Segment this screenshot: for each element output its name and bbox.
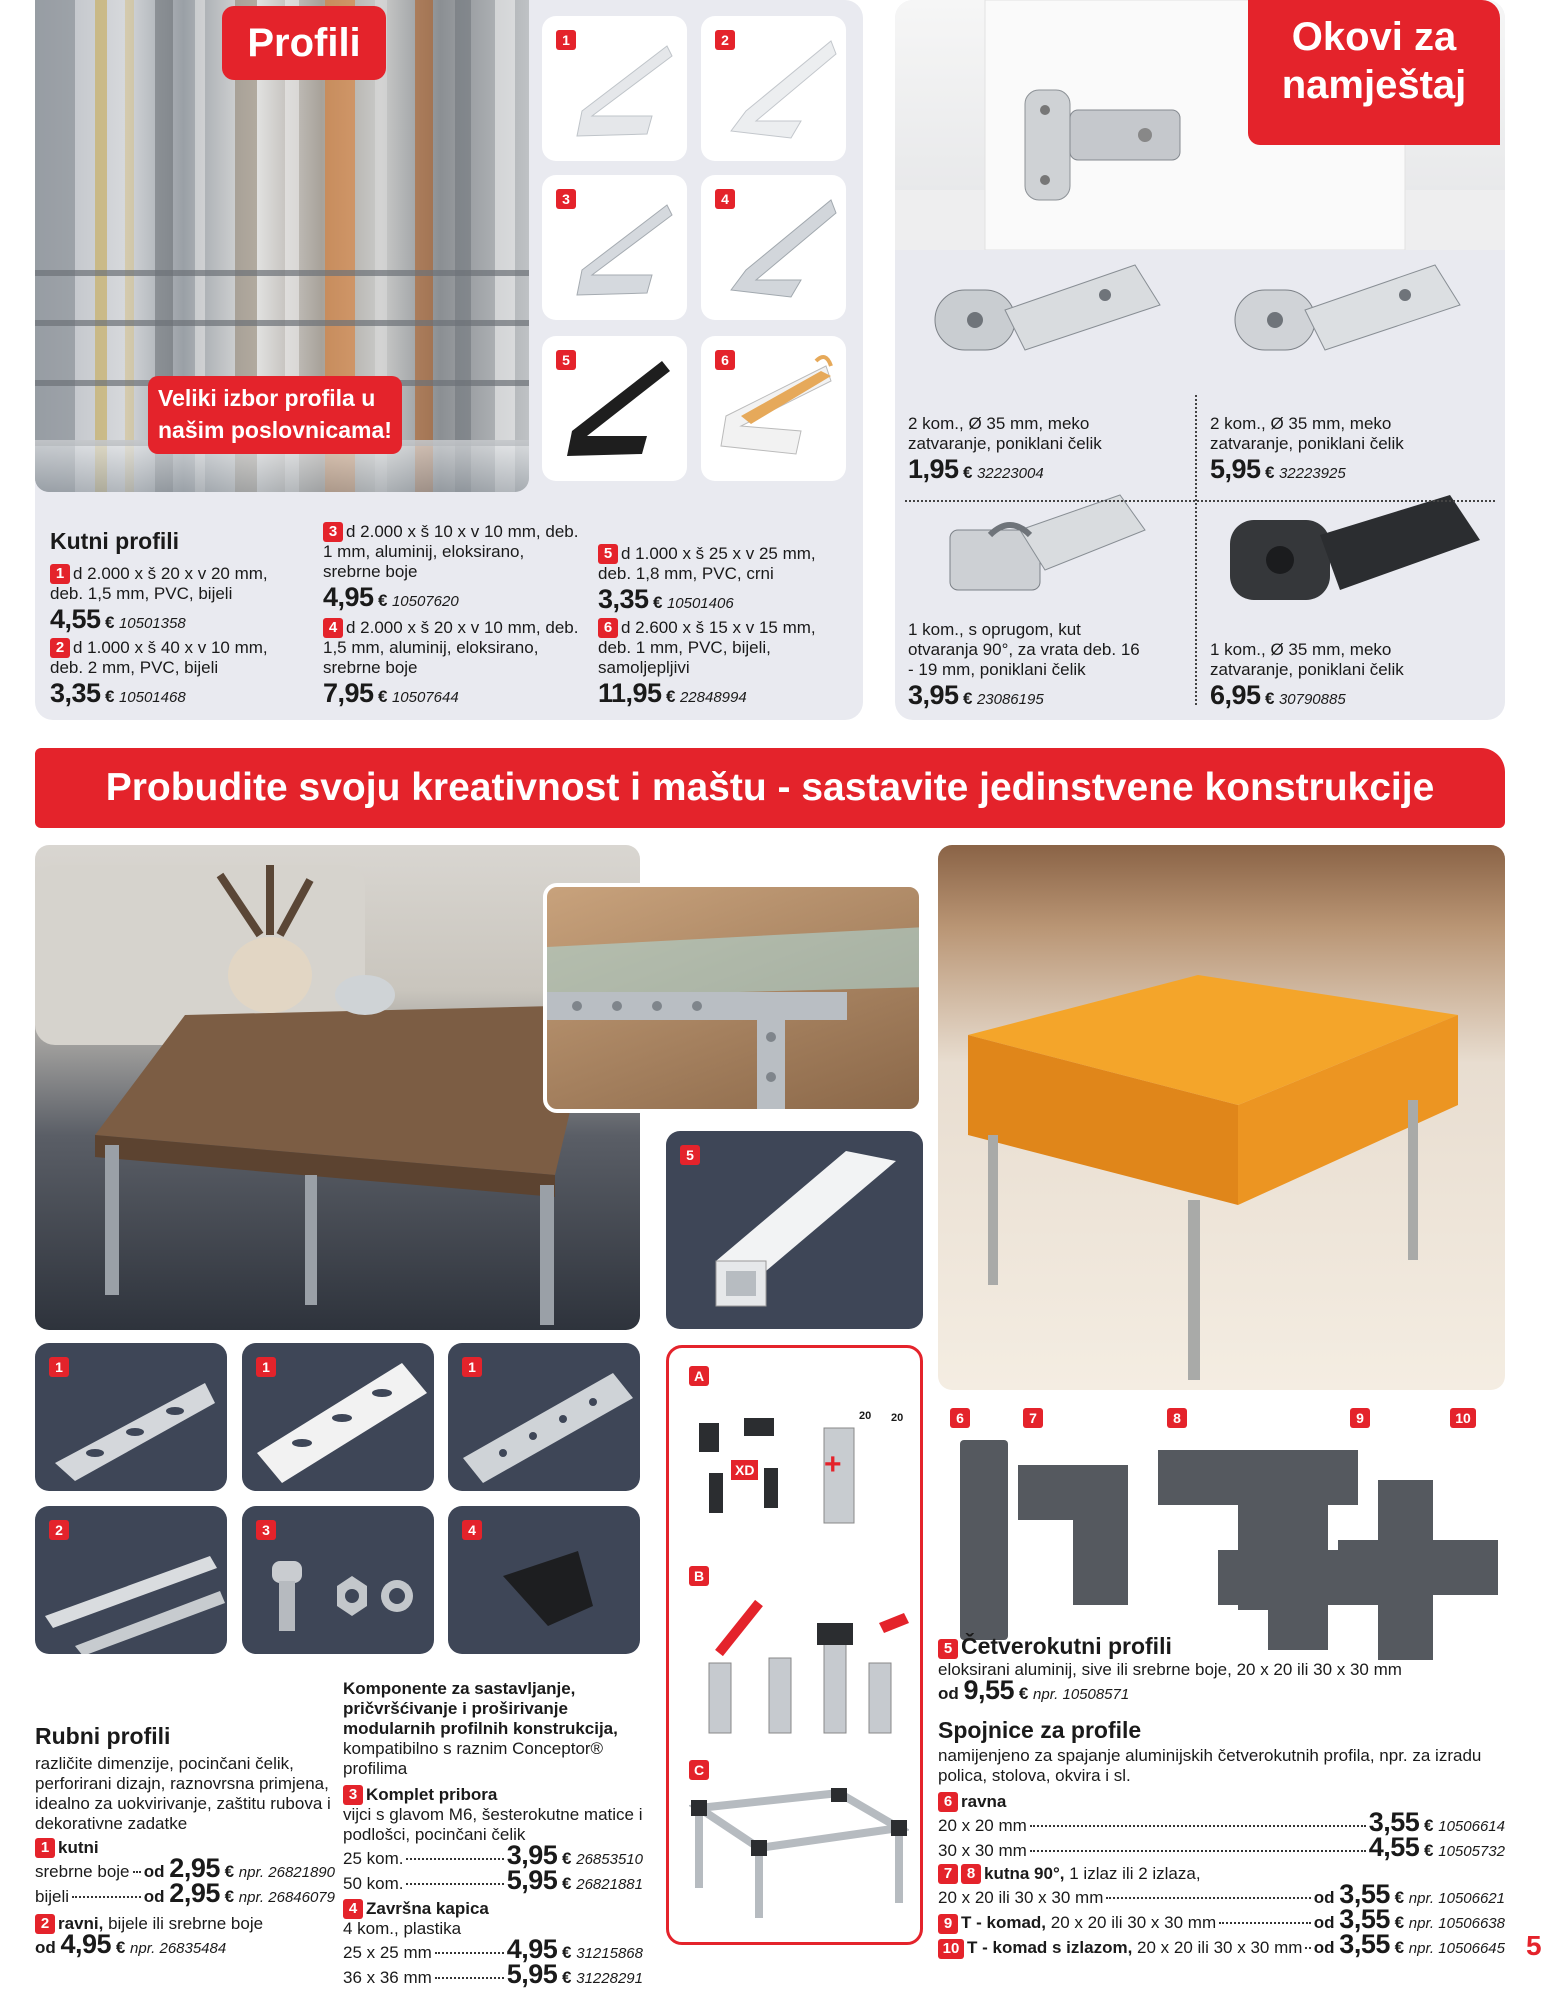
cetverokutni-price: 9,55 xyxy=(963,1675,1015,1705)
item-price: 7,95 xyxy=(323,678,374,708)
ravni-code: npr. 26835484 xyxy=(130,1940,227,1957)
price-prefix: od xyxy=(1313,1913,1335,1932)
item-desc: d 1.000 x š 40 x v 10 mm, deb. 2 mm, PVC, bijeli xyxy=(50,638,268,677)
currency: € xyxy=(666,687,676,706)
rubni-row-white xyxy=(35,1878,335,1908)
store-banner: Veliki izbor profila u našim poslovnicama! xyxy=(148,376,402,454)
kutni-item-1 xyxy=(50,564,290,635)
row-label: 36 x 36 mm xyxy=(343,1968,432,1987)
item-desc: 1 kom., s oprugom, kut otvaranja 90°, za vrata deb. 16 - 19 mm, poniklani čelik xyxy=(908,620,1140,679)
kutni-item-5 xyxy=(598,544,838,615)
row-label: 50 kom. xyxy=(343,1874,404,1893)
currency: € xyxy=(562,1943,572,1962)
item-number: 2 xyxy=(50,638,70,658)
tile-number: 3 xyxy=(256,1520,276,1540)
connector-number: 10 xyxy=(1450,1408,1476,1428)
square-tube-icon xyxy=(666,1131,923,1329)
item-number: 5 xyxy=(598,544,618,564)
currency: € xyxy=(963,689,973,708)
currency: € xyxy=(1424,1841,1434,1860)
currency: € xyxy=(378,687,388,706)
item-price: 6,95 xyxy=(1210,680,1261,710)
soft-close-hinge-icon xyxy=(905,250,1195,410)
item-number: 9 xyxy=(938,1914,958,1934)
profile-tile-4 xyxy=(701,175,846,320)
dim-label-2: 20 xyxy=(891,1412,904,1424)
spojnice-section xyxy=(938,1716,1505,1959)
item-code: 10507620 xyxy=(391,593,459,610)
row-code: npr. 26846079 xyxy=(238,1889,335,1906)
item-number: 1 xyxy=(50,564,70,584)
connector-number: 8 xyxy=(1167,1408,1187,1428)
creativity-banner: Probudite svoju kreativnost i maštu - sastavite jedinstvene konstrukcije xyxy=(35,748,1505,828)
komponente-section xyxy=(343,1679,643,1989)
row-label: T - komad s izlazom, xyxy=(967,1938,1133,1957)
kutni-item-4 xyxy=(323,618,583,709)
item-desc: d 2.000 x š 20 x v 10 mm, deb. 1,5 mm, aluminij, eloksirano, srebrne boje xyxy=(323,618,579,677)
item-number: 4 xyxy=(323,618,343,638)
item-number: 8 xyxy=(961,1864,981,1884)
currency: € xyxy=(653,593,663,612)
row-price: 3,55 xyxy=(1339,1929,1390,1959)
row-desc: 20 x 20 ili 30 x 30 mm xyxy=(1137,1938,1303,1957)
tile-number: 4 xyxy=(462,1520,482,1540)
rubni-heading: Rubni profili xyxy=(35,1723,171,1749)
item-desc: 1 kom., Ø 35 mm, meko zatvaranje, poniklani čelik xyxy=(1210,640,1404,679)
t-komad-izlaz-row xyxy=(938,1929,1505,1959)
currency: € xyxy=(224,1887,235,1906)
page-number: 5 xyxy=(1526,1930,1542,1961)
row-price: 3,55 xyxy=(1368,1807,1420,1837)
spring-hinge-icon xyxy=(930,490,1160,610)
item-desc: 2 kom., Ø 35 mm, meko zatvaranje, poniklani čelik xyxy=(908,414,1102,453)
tile-number: 5 xyxy=(556,350,576,370)
price-prefix: od xyxy=(35,1938,56,1957)
tile-number: 3 xyxy=(556,189,576,209)
connector-number: 6 xyxy=(950,1408,970,1428)
assembled-frame-icon xyxy=(689,1788,909,1928)
kutni-item-6 xyxy=(598,618,838,709)
dim-label-1: 20 xyxy=(859,1410,872,1422)
tile-number: 1 xyxy=(556,30,576,50)
item-number: 6 xyxy=(938,1792,958,1812)
item-code: 23086195 xyxy=(976,691,1044,708)
row-code: 10506614 xyxy=(1438,1818,1505,1835)
rubni-tile-1c xyxy=(448,1343,640,1491)
tile-number: 2 xyxy=(49,1520,69,1540)
item-price: 4,95 xyxy=(323,582,374,612)
item-number: 1 xyxy=(35,1838,55,1858)
item-desc: d 2.000 x š 10 x v 10 mm, deb. 1 mm, aluminij, eloksirano, srebrne boje xyxy=(323,522,579,581)
rubni-tile-1b xyxy=(242,1343,434,1491)
ravni-price: 4,95 xyxy=(60,1929,112,1959)
tile-number: 6 xyxy=(715,350,735,370)
kutni-label: kutni xyxy=(58,1838,99,1857)
price-prefix: od xyxy=(1313,1938,1335,1957)
cetverokutni-section xyxy=(938,1632,1505,1705)
kutna-row xyxy=(938,1879,1505,1909)
item-price: 3,35 xyxy=(598,584,649,614)
rubni-tile-1a xyxy=(35,1343,227,1491)
pribor-desc: vijci s glavom M6, šesterokutne matice i podlošci, pocinčani čelik xyxy=(343,1805,643,1844)
row-code: npr. 10506621 xyxy=(1408,1890,1505,1907)
item-code: 10507644 xyxy=(391,689,459,706)
kapica-row-25 xyxy=(343,1934,643,1964)
profile-tile-1 xyxy=(542,16,687,161)
pribor-title: Komplet pribora xyxy=(366,1785,498,1804)
row-code: 26821881 xyxy=(576,1876,643,1893)
row-label: 30 x 30 mm xyxy=(938,1841,1027,1860)
item-code: 32223004 xyxy=(976,465,1044,482)
spojnice-title: Spojnice za profile xyxy=(938,1717,1142,1743)
ravni-label: ravni, xyxy=(58,1914,104,1933)
plus-sign: + xyxy=(824,1448,842,1481)
kutna-label: kutna 90°, xyxy=(984,1864,1065,1883)
diagram-label-b: B xyxy=(689,1566,709,1586)
row-desc: 20 x 20 ili 30 x 30 mm xyxy=(1050,1913,1217,1932)
connector-number: 7 xyxy=(1023,1408,1043,1428)
kutni-item-3 xyxy=(323,522,583,613)
row-code: 31215868 xyxy=(576,1945,643,1962)
rubni-section xyxy=(35,1722,335,1959)
okovi-item-2 xyxy=(1210,414,1460,485)
okovi-item-3 xyxy=(908,620,1148,711)
kapica-title: Završna kapica xyxy=(366,1899,489,1918)
item-code: 32223925 xyxy=(1278,465,1346,482)
glass-corner-illustration xyxy=(547,887,923,1113)
row-price: 4,55 xyxy=(1368,1832,1420,1862)
diagram-label-c: C xyxy=(689,1760,709,1780)
row-label: 25 kom. xyxy=(343,1849,404,1868)
item-number: 3 xyxy=(343,1785,363,1805)
komponente-intro-rest: kompatibilno s raznim Conceptor® profilima xyxy=(343,1739,604,1778)
item-number: 6 xyxy=(598,618,618,638)
ravna-row-30 xyxy=(938,1832,1505,1862)
item-price: 5,95 xyxy=(1210,454,1261,484)
row-price: 4,95 xyxy=(506,1934,558,1964)
item-price: 11,95 xyxy=(598,678,662,708)
spojnice-desc: namijenjeno za spajanje aluminijskih četverokutnih profila, npr. za izradu polica, stolova, okvira i sl. xyxy=(938,1746,1482,1785)
item-price: 3,95 xyxy=(908,680,959,710)
row-price: 3,95 xyxy=(506,1840,558,1870)
komponente-intro-bold: Komponente za sastavljanje, pričvršćivanje i proširivanje modularnih profilnih konstrukcija, xyxy=(343,1679,618,1738)
row-label: bijeli xyxy=(35,1887,70,1906)
ottoman-photo xyxy=(938,845,1505,1390)
rubni-tile-4 xyxy=(448,1506,640,1654)
item-desc: d 1.000 x š 25 x v 25 mm, deb. 1,8 mm, PVC, crni xyxy=(598,544,816,583)
item-number: 7 xyxy=(938,1864,958,1884)
rubni-tile-3 xyxy=(242,1506,434,1654)
row-price: 2,95 xyxy=(169,1878,220,1908)
row-code: npr. 10506638 xyxy=(1408,1915,1505,1932)
profile-tile-3 xyxy=(542,175,687,320)
currency: € xyxy=(963,463,973,482)
item-number: 5 xyxy=(938,1639,958,1659)
item-number: 3 xyxy=(323,522,343,542)
cetverokutni-desc: eloksirani aluminij, sive ili srebrne boje, 20 x 20 ili 30 x 30 mm xyxy=(938,1660,1402,1679)
item-price: 4,55 xyxy=(50,604,101,634)
item-number: 2 xyxy=(35,1914,55,1934)
row-label: 20 x 20 mm xyxy=(938,1816,1027,1835)
item-desc: 2 kom., Ø 35 mm, meko zatvaranje, poniklani čelik xyxy=(1210,414,1404,453)
ottoman-illustration xyxy=(938,845,1505,1390)
row-code: npr. 26821890 xyxy=(238,1864,335,1881)
currency: € xyxy=(105,687,115,706)
profile-tile-5 xyxy=(542,336,687,481)
okovi-title xyxy=(1248,0,1500,145)
kapica-desc: 4 kom., plastika xyxy=(343,1919,462,1938)
kutna-rest: 1 izlaz ili 2 izlaza, xyxy=(1069,1864,1201,1883)
tile-number: 1 xyxy=(49,1357,69,1377)
kutni-item-2 xyxy=(50,638,290,709)
okovi-item-1 xyxy=(908,414,1148,485)
currency: € xyxy=(1394,1938,1405,1957)
currency: € xyxy=(562,1849,572,1868)
connectors-plus-tube-icon xyxy=(689,1388,909,1528)
kutni-profili-heading: Kutni profili xyxy=(50,528,180,554)
row-price: 5,95 xyxy=(506,1865,558,1895)
cetverokutni-title: Četverokutni profili xyxy=(961,1633,1172,1659)
row-label: 25 x 25 mm xyxy=(343,1943,432,1962)
tile-number: 1 xyxy=(462,1357,482,1377)
tile-number: 4 xyxy=(715,189,735,209)
okovi-divider-h xyxy=(905,500,1495,502)
connectors-illustration xyxy=(938,1400,1505,1660)
diagram-label-a: A xyxy=(689,1366,709,1386)
connector-number: 9 xyxy=(1350,1408,1370,1428)
currency: € xyxy=(224,1862,235,1881)
tile-number: 5 xyxy=(680,1145,700,1165)
currency: € xyxy=(562,1874,572,1893)
ravni-desc: bijele ili srebrne boje xyxy=(108,1914,264,1933)
okovi-title-line1: Okovi za xyxy=(1291,15,1457,59)
currency: € xyxy=(105,613,115,632)
row-price: 2,95 xyxy=(169,1853,220,1883)
row-price: 5,95 xyxy=(506,1959,558,1989)
tile-number: 1 xyxy=(256,1357,276,1377)
price-prefix: od xyxy=(938,1684,959,1703)
black-hinge-icon xyxy=(1220,480,1500,640)
currency: € xyxy=(1394,1888,1405,1907)
item-number: 4 xyxy=(343,1899,363,1919)
profili-title: Profili xyxy=(222,6,386,80)
okovi-item-4 xyxy=(1210,640,1460,711)
rubni-tile-2 xyxy=(35,1506,227,1654)
kapica-row-36 xyxy=(343,1959,643,1989)
currency: € xyxy=(1265,463,1275,482)
assembly-diagram xyxy=(666,1345,923,1945)
currency: € xyxy=(1424,1816,1434,1835)
item-price: 1,95 xyxy=(908,454,959,484)
currency: € xyxy=(562,1968,572,1987)
row-code: npr. 10506645 xyxy=(1408,1940,1505,1957)
ravna-row-20 xyxy=(938,1807,1505,1837)
row-code: 31228291 xyxy=(576,1970,643,1987)
glass-table-detail-photo xyxy=(543,883,923,1113)
item-desc: d 2.000 x š 20 x v 20 mm, deb. 1,5 mm, PVC, bijeli xyxy=(50,564,268,603)
pribor-row-25 xyxy=(343,1840,643,1870)
okovi-divider-v xyxy=(1195,395,1197,705)
xd-badge: XD xyxy=(731,1460,758,1480)
row-price: 3,55 xyxy=(1339,1904,1390,1934)
item-number: 10 xyxy=(938,1939,964,1959)
item-price: 3,35 xyxy=(50,678,101,708)
item-code: 10501406 xyxy=(666,595,734,612)
row-label: T - komad, xyxy=(961,1913,1047,1932)
pribor-row-50 xyxy=(343,1865,643,1895)
item-code: 10501468 xyxy=(118,689,186,706)
profile-tile-2 xyxy=(701,16,846,161)
item-code: 22848994 xyxy=(679,689,747,706)
currency: € xyxy=(378,591,388,610)
item-code: 10501358 xyxy=(118,615,186,632)
t-komad-row xyxy=(938,1904,1505,1934)
currency: € xyxy=(1394,1913,1405,1932)
assembly-step-b-icon xyxy=(689,1593,909,1743)
rubni-desc: različite dimenzije, pocinčani čelik, perforirani dizajn, raznovrsna primjena, idealno za uokvirivanje, zaštitu rubova i dekorativne zadatke xyxy=(35,1754,331,1833)
item-desc: d 2.600 x š 15 x v 15 mm, deb. 1 mm, PVC, bijeli, samoljepljivi xyxy=(598,618,816,677)
row-label: srebrne boje xyxy=(35,1862,130,1881)
okovi-title-line2: namještaj xyxy=(1281,63,1467,107)
item-code: 30790885 xyxy=(1278,691,1346,708)
price-prefix: od xyxy=(1313,1888,1335,1907)
cetverokutni-code: npr. 10508571 xyxy=(1033,1686,1130,1703)
tile-number: 2 xyxy=(715,30,735,50)
price-prefix: od xyxy=(143,1887,165,1906)
row-code: 26853510 xyxy=(576,1851,643,1868)
profile-tile-6 xyxy=(701,336,846,481)
row-code: 10505732 xyxy=(1438,1843,1505,1860)
ravna-label: ravna xyxy=(961,1792,1007,1811)
currency: € xyxy=(1265,689,1275,708)
price-prefix: od xyxy=(143,1862,165,1881)
square-profile-tile xyxy=(666,1131,923,1329)
row-label: 20 x 20 ili 30 x 30 mm xyxy=(938,1888,1104,1907)
soft-close-hinge-icon xyxy=(1205,250,1495,410)
currency: € xyxy=(115,1938,126,1957)
currency: € xyxy=(1018,1684,1029,1703)
row-price: 3,55 xyxy=(1339,1879,1390,1909)
